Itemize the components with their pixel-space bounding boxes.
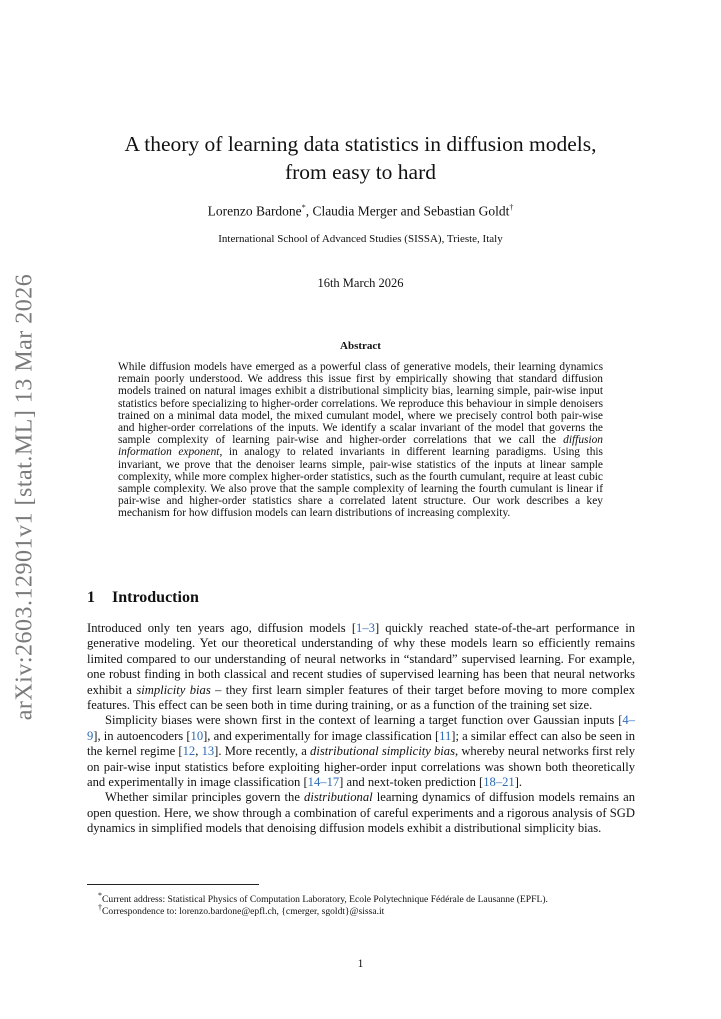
abstract-text-2: , in analogy to related invariants in different learning paradigms. Using this invariant, we prove that the denoiser learns simple, pair-wise statistics of the inputs at linear sample complexity, while more complex higher-order statistics, such as the fourth cumulant, require at least cubic sample complexity. We also prove that the sample complexity of learning the fourth cumulant is linear if pair-wise and higher-order statistics share a correlated latent structure. Our work describes a key mechanism for how diffusion models can learn distributions of increasing complexity.: [118, 446, 603, 520]
text: ] and next-token prediction [: [339, 775, 484, 790]
title-line-1: A theory of learning data statistics in diffusion models,: [124, 132, 597, 156]
citation-link[interactable]: 10: [190, 728, 204, 743]
footnote-mark: *: [98, 891, 102, 900]
author-list: [0, 203, 721, 220]
intro-paragraph-1: [87, 621, 635, 713]
text: ]; a similar effect can also be seen in the kernel regime [: [87, 728, 635, 759]
footnote-2: [98, 902, 658, 918]
text: learning dynamics of diffusion models remains an open question. Here, we show through a combination of careful experiments and a rigorous analysis of SGD dynamics in simplified models that denoising diffusion models exhibit a distributional simplicity bias.: [87, 790, 635, 836]
footnote-mark: †: [98, 903, 102, 912]
intro-paragraph-2: [87, 713, 635, 790]
footnote-rule: [87, 884, 259, 885]
affiliation: International School of Advanced Studies (SISSA), Trieste, Italy: [218, 233, 503, 245]
citation-dash: –: [495, 775, 503, 790]
footnote-text: Correspondence to: lorenzo.bardone@epfl.ch, {cmerger, sgoldt}@sissa.it: [102, 906, 385, 918]
section-heading: [87, 589, 199, 607]
text: , whereby neural networks first rely on pair-wise input statistics before exploiting higher-order input correlations was shown both theoretically and experimentally in image classification [: [87, 744, 635, 790]
citation-link[interactable]: 1: [356, 621, 363, 635]
abstract-heading: Abstract: [340, 340, 381, 352]
citation-link[interactable]: 18: [483, 775, 496, 790]
text: ]. More recently, a: [214, 744, 311, 759]
citation-link[interactable]: 17: [326, 775, 340, 790]
abstract-text-1: While diffusion models have emerged as a powerful class of generative models, their learning dynamics remain poorly understood. We address this issue first by empirically showing that standard diffusion models trained on natural images exhibit a distributional simplicity bias, learning simple, pair-wise input statistics before specializing to higher-order correlations. We reproduce this behaviour in simple denoisers trained on a minimal data model, the mixed cumulant model, where we precisely control both pair-wise and higher-order correlations of the inputs. We identify a scalar invariant of the model that governs the sample complexity of learning pair-wise and higher-order correlations that we call the: [118, 361, 603, 447]
text: ].: [514, 775, 523, 790]
text: Whether similar principles govern the: [105, 790, 305, 805]
intro-body: [87, 621, 635, 837]
text: ,: [195, 744, 202, 759]
section-number: 1: [87, 589, 95, 606]
text: Introduced only ten years ago, diffusion models [: [87, 621, 357, 635]
citation-dash: –: [628, 713, 635, 728]
title-line-2: from easy to hard: [284, 160, 437, 184]
abstract-body: [118, 361, 603, 520]
citation-dash: –: [362, 621, 369, 635]
text: – they first learn simpler features of their target before moving to more complex features. This effect can be seen both in time during training, or as a function of the training set size.: [87, 682, 635, 713]
citation-link[interactable]: 21: [502, 775, 515, 790]
paper-title: [0, 130, 721, 186]
abstract-emphasis: diffusion information exponent: [118, 434, 603, 459]
section-title: Introduction: [112, 589, 199, 606]
citation-link[interactable]: 13: [201, 744, 215, 759]
author-rest: , Claudia Merger and Sebastian Goldt: [305, 203, 510, 219]
page-number: 1: [357, 958, 364, 970]
text: ], in autoencoders [: [93, 728, 191, 743]
intro-paragraph-3: [87, 790, 635, 836]
author-first: Lorenzo Bardone: [207, 203, 302, 219]
citation-link[interactable]: 12: [182, 744, 196, 759]
citation-link[interactable]: 3: [368, 621, 375, 635]
citation-link[interactable]: 11: [439, 728, 452, 743]
publication-date: 16th March 2026: [317, 276, 404, 290]
citation-link[interactable]: 14: [307, 775, 321, 790]
emphasis: distributional: [304, 790, 373, 805]
citation-link[interactable]: 4: [622, 713, 629, 728]
text: Simplicity biases were shown first in the context of learning a target function over Gaussian inputs [: [105, 713, 623, 728]
arxiv-identifier: arXiv:2603.12901v1 [stat.ML] 13 Mar 2026: [11, 273, 38, 721]
footnote-mark-dagger: †: [509, 203, 514, 212]
footnote-text: Current address: Statistical Physics of Computation Laboratory, Ecole Polytechnique Fédérale de Lausanne (EPFL).: [102, 894, 548, 906]
footnote-mark-star: *: [301, 203, 306, 212]
emphasis: simplicity bias: [136, 682, 211, 697]
text: ] quickly reached state-of-the-art performance in generative modeling. Yet our theoretical understanding of why these models learn so efficiently remains limited compared to our understanding of neural networks in “standard” supervised learning. For example, one robust finding in both classical and recent studies of supervised learning has been that neural networks exhibit a: [87, 621, 635, 697]
emphasis: distributional simplicity bias: [310, 744, 455, 759]
text: ], and experimentally for image classification [: [203, 728, 440, 743]
citation-dash: –: [320, 775, 327, 790]
citation-link[interactable]: 9: [87, 728, 94, 743]
